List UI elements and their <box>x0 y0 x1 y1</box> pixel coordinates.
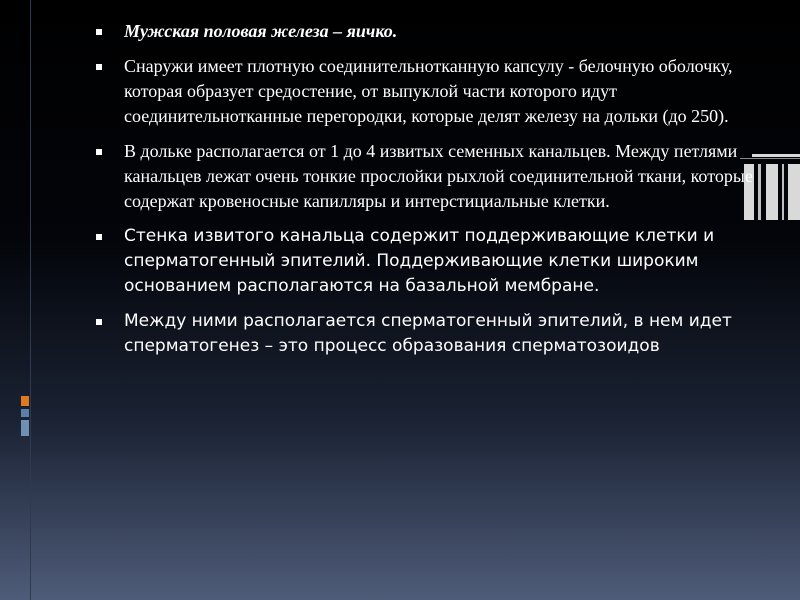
bullet-text: Между ними располагается сперматогенный эпителий, в нем идет сперматогенез – это процесс образования сперматозоидов <box>124 311 732 356</box>
bullet-item <box>92 309 772 359</box>
bullet-marker-icon <box>96 234 102 240</box>
deco-bar <box>782 164 784 220</box>
left-frame-line <box>30 0 31 600</box>
bullet-list <box>92 19 772 359</box>
deco-square-blue <box>21 409 29 417</box>
bullet-text: В дольке располагается от 1 до 4 извитых семенных канальцев. Между петлями канальцев лежат очень тонкие прослойки рыхлой соединительной ткани, которые содержат кровеносные капилляры и интерстициальные клетки. <box>124 141 753 211</box>
bullet-text: Снаружи имеет плотную соединительнотканную капсулу - белочную оболочку, которая образует средостение, от выпуклой части которого идут соединительнотканные перегородки, которые делят железу на дольки (до 250). <box>124 56 733 126</box>
deco-bar <box>788 164 800 220</box>
deco-square-blue-light <box>21 420 29 436</box>
decorative-squares-left <box>21 396 31 436</box>
slide-content <box>92 19 772 369</box>
bullet-marker-icon <box>96 64 102 70</box>
bullet-marker-icon <box>96 29 102 35</box>
deco-square-orange <box>21 396 29 406</box>
bullet-marker-icon <box>96 149 102 155</box>
bullet-item <box>92 139 772 214</box>
bullet-text: Мужская половая железа – яичко. <box>124 21 398 41</box>
bullet-marker-icon <box>96 319 102 325</box>
bullet-item <box>92 19 772 44</box>
bullet-text: Стенка извитого канальца содержит поддерживающие клетки и сперматогенный эпителий. Поддерживающие клетки широким основанием располагаются на базальной мембране. <box>124 226 715 296</box>
bullet-item <box>92 54 772 129</box>
bullet-item <box>92 224 772 299</box>
